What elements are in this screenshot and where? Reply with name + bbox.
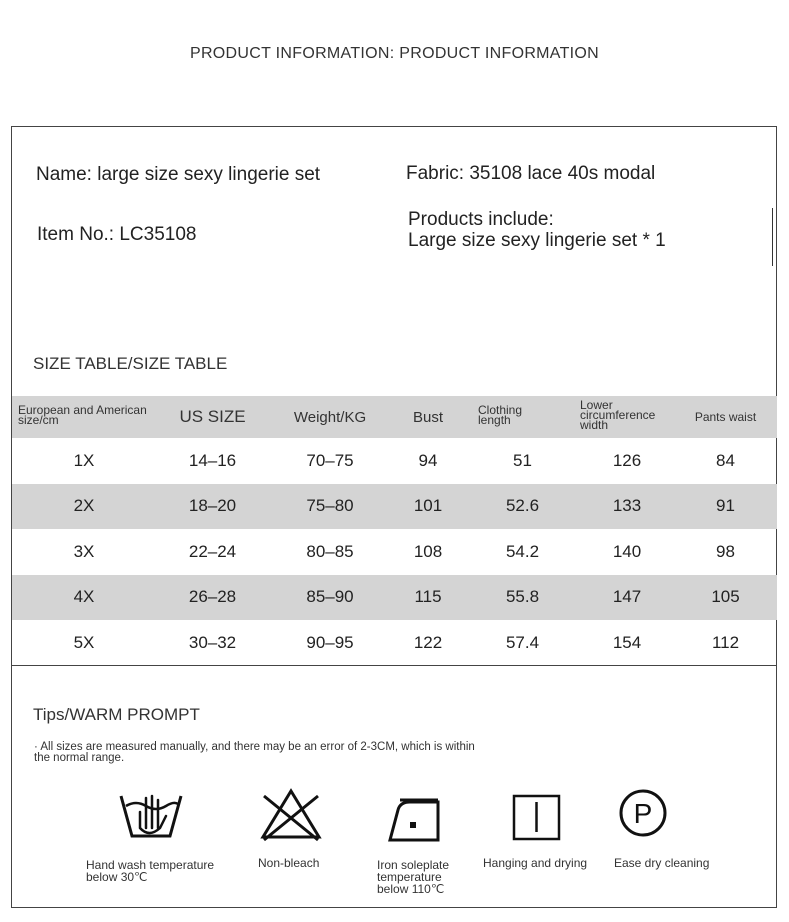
svg-text:P: P xyxy=(633,798,653,829)
table-row xyxy=(12,575,777,621)
includes-label: Products include: xyxy=(408,209,554,230)
product-item-no: Item No.: LC35108 xyxy=(37,224,197,245)
cell-us: 14–16 xyxy=(188,450,237,470)
includes-value: Large size sexy lingerie set * 1 xyxy=(408,230,666,251)
header-lower-circumference: Lower circumference width xyxy=(580,396,674,438)
tips-text xyxy=(34,742,514,764)
cell-size: 4X xyxy=(12,575,156,621)
product-name: Name: large size sexy lingerie set xyxy=(36,164,321,185)
table-row xyxy=(12,438,777,484)
cell-waist: 84 xyxy=(716,450,735,470)
cell-lower: 133 xyxy=(580,484,674,530)
cell-us: 26–28 xyxy=(156,575,269,621)
size-table xyxy=(12,396,777,666)
header-us-size: US SIZE xyxy=(156,396,269,438)
cell-bust: 115 xyxy=(391,575,465,621)
product-includes xyxy=(408,209,666,251)
cell-waist: 105 xyxy=(674,575,777,621)
hang-dry-icon xyxy=(512,794,562,842)
cell-length: 57.4 xyxy=(505,632,540,652)
cell-weight: 70–75 xyxy=(306,450,354,470)
care-label: Hand wash temperature below 30℃ xyxy=(86,858,215,884)
cell-waist: 91 xyxy=(674,484,777,530)
care-label: Non-bleach xyxy=(258,856,320,870)
page-title: PRODUCT INFORMATION: PRODUCT INFORMATION xyxy=(189,45,600,62)
header-eu-size: European and American size/cm xyxy=(12,396,156,438)
iron-icon xyxy=(386,796,444,844)
cell-weight: 75–80 xyxy=(269,484,391,530)
header-clothing-length: Clothing length xyxy=(465,396,580,438)
care-label: Hanging and drying xyxy=(483,856,588,870)
cell-us: 18–20 xyxy=(156,484,269,530)
no-bleach-icon xyxy=(260,788,322,842)
section-divider xyxy=(12,665,777,666)
cell-length: 51 xyxy=(513,450,532,470)
table-row xyxy=(12,484,777,530)
hand-wash-icon xyxy=(118,790,184,844)
cell-us: 30–32 xyxy=(188,632,237,652)
cell-length: 52.6 xyxy=(465,484,580,530)
dry-clean-icon xyxy=(618,788,668,838)
header-bust: Bust xyxy=(391,396,465,438)
cell-waist: 112 xyxy=(711,632,740,652)
cell-lower: 147 xyxy=(580,575,674,621)
header-pants-waist: Pants waist xyxy=(674,396,777,438)
cell-weight: 80–85 xyxy=(306,541,354,561)
cell-size: 5X xyxy=(73,632,95,652)
care-label: Ease dry cleaning xyxy=(614,856,710,870)
size-table-header xyxy=(12,396,777,438)
cell-length: 55.8 xyxy=(465,575,580,621)
product-fabric: Fabric: 35108 lace 40s modal xyxy=(406,163,656,184)
header-weight: Weight/KG xyxy=(269,396,391,438)
cell-lower: 140 xyxy=(612,541,642,561)
table-row xyxy=(12,529,777,575)
cell-size: 1X xyxy=(73,450,95,470)
cell-bust: 101 xyxy=(391,484,465,530)
tips-line: the normal range. xyxy=(34,752,125,764)
divider-bar xyxy=(772,208,773,266)
cell-weight: 85–90 xyxy=(269,575,391,621)
care-label: Iron soleplate temperature below 110℃ xyxy=(377,858,450,896)
cell-waist: 98 xyxy=(716,541,735,561)
cell-bust: 94 xyxy=(418,450,438,470)
cell-lower: 126 xyxy=(612,450,642,470)
cell-bust: 122 xyxy=(413,632,443,652)
cell-us: 22–24 xyxy=(188,541,237,561)
cell-weight: 90–95 xyxy=(306,632,354,652)
tips-line: · All sizes are measured manually, and there may be an error of 2-3CM, which is within xyxy=(34,741,475,753)
cell-size: 2X xyxy=(12,484,156,530)
cell-size: 3X xyxy=(73,541,95,561)
cell-lower: 154 xyxy=(612,632,642,652)
cell-bust: 108 xyxy=(413,541,443,561)
size-table-title: SIZE TABLE/SIZE TABLE xyxy=(33,354,228,373)
table-row xyxy=(12,620,777,666)
tips-title: Tips/WARM PROMPT xyxy=(33,705,200,724)
cell-length: 54.2 xyxy=(505,541,540,561)
